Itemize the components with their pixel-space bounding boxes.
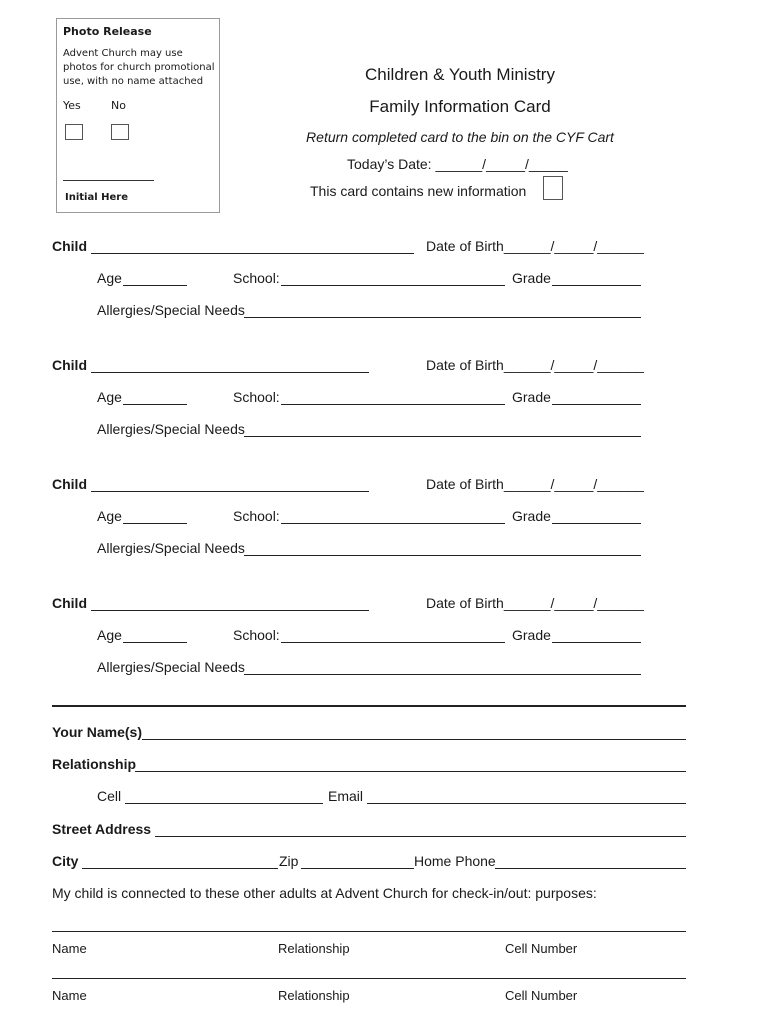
child-1-age-line[interactable] <box>123 285 187 286</box>
photo-release-yes-label: Yes <box>63 99 81 112</box>
photo-release-title: Photo Release <box>63 25 152 38</box>
child-2-age-line[interactable] <box>123 404 187 405</box>
child-4-dob-label: Date of Birth <box>426 595 504 611</box>
child-2-dob-label: Date of Birth <box>426 357 504 373</box>
photo-release-text: Advent Church may use photos for church promotional use, with no name attached <box>63 48 215 87</box>
instruction-text: Return completed card to the bin on the CYF Cart <box>306 129 614 145</box>
child-4-dob-blank: ______/_____/______ <box>503 595 644 611</box>
child-1-allergies-label: Allergies/Special Needs <box>97 302 245 318</box>
new-info-label: This card contains new information <box>310 183 527 199</box>
zip-label: Zip <box>279 853 299 869</box>
page-subtitle: Family Information Card <box>369 97 551 116</box>
child-1-label: Child <box>52 238 87 254</box>
connected-adults-text: My child is connected to these other adults at Advent Church for check-in/out: purposes: <box>52 885 597 901</box>
adult-1-relationship-label: Relationship <box>278 941 350 956</box>
email-line[interactable] <box>367 803 686 804</box>
child-3-school-line[interactable] <box>281 523 505 524</box>
child-1-school-line[interactable] <box>281 285 505 286</box>
adult-2-cell-label: Cell Number <box>505 988 578 1003</box>
child-4-age-line[interactable] <box>123 642 187 643</box>
child-1-school-label: School: <box>233 270 280 286</box>
child-2-dob-blank: ______/_____/______ <box>503 357 644 373</box>
todays-date-label: Today’s Date: <box>347 156 432 172</box>
child-4-allergies-label: Allergies/Special Needs <box>97 659 245 675</box>
adult-2-line[interactable] <box>52 978 686 979</box>
adult-1-line[interactable] <box>52 931 686 932</box>
adult-2-name-label: Name <box>52 988 87 1003</box>
child-2-name-line[interactable] <box>91 372 369 373</box>
child-4-grade-line[interactable] <box>552 642 641 643</box>
child-1-dob-blank: ______/_____/______ <box>503 238 644 254</box>
child-3-allergies-label: Allergies/Special Needs <box>97 540 245 556</box>
zip-line[interactable] <box>301 868 414 869</box>
relationship-label: Relationship <box>52 756 137 772</box>
child-4-allergies-line[interactable] <box>244 674 641 675</box>
child-1-allergies-line[interactable] <box>244 317 641 318</box>
city-line[interactable] <box>82 868 278 869</box>
child-1-grade-label: Grade <box>512 270 551 286</box>
child-3-name-line[interactable] <box>91 491 369 492</box>
child-1-grade-line[interactable] <box>552 285 641 286</box>
page-title: Children & Youth Ministry <box>365 65 555 84</box>
child-4-grade-label: Grade <box>512 627 551 643</box>
child-4-school-label: School: <box>233 627 280 643</box>
child-3-grade-line[interactable] <box>552 523 641 524</box>
adult-1-cell-label: Cell Number <box>505 941 578 956</box>
section-divider <box>52 705 686 707</box>
adult-1-name-label: Name <box>52 941 87 956</box>
home-phone-line[interactable] <box>495 868 686 869</box>
todays-date-blank: ______/_____/_____ <box>435 156 568 172</box>
child-3-age-label: Age <box>97 508 122 524</box>
new-info-checkbox[interactable] <box>543 176 563 200</box>
adult-2-relationship-label: Relationship <box>278 988 350 1003</box>
child-3-age-line[interactable] <box>123 523 187 524</box>
initial-label: Initial Here <box>65 192 128 203</box>
child-4-dob-field[interactable] <box>426 595 644 611</box>
initial-line[interactable] <box>63 180 154 181</box>
child-2-label: Child <box>52 357 87 373</box>
email-label: Email <box>328 788 364 804</box>
photo-release-yes-checkbox[interactable] <box>65 124 83 140</box>
your-names-label: Your Name(s) <box>52 724 142 740</box>
child-2-dob-field[interactable] <box>426 357 644 373</box>
child-3-dob-label: Date of Birth <box>426 476 504 492</box>
child-4-name-line[interactable] <box>91 610 369 611</box>
child-2-grade-label: Grade <box>512 389 551 405</box>
cell-line[interactable] <box>125 803 323 804</box>
child-3-dob-field[interactable] <box>426 476 644 492</box>
todays-date-field[interactable] <box>347 156 568 172</box>
child-2-allergies-line[interactable] <box>244 436 641 437</box>
child-1-dob-label: Date of Birth <box>426 238 504 254</box>
child-4-school-line[interactable] <box>281 642 505 643</box>
child-2-school-label: School: <box>233 389 280 405</box>
child-1-age-label: Age <box>97 270 122 286</box>
street-address-line[interactable] <box>155 836 686 837</box>
child-2-school-line[interactable] <box>281 404 505 405</box>
relationship-line[interactable] <box>135 771 686 772</box>
photo-release-no-label: No <box>111 99 126 112</box>
home-phone-label: Home Phone <box>414 853 496 869</box>
child-1-name-line[interactable] <box>91 253 414 254</box>
child-3-school-label: School: <box>233 508 280 524</box>
your-names-line[interactable] <box>142 739 686 740</box>
child-2-grade-line[interactable] <box>552 404 641 405</box>
photo-release-no-checkbox[interactable] <box>111 124 129 140</box>
cell-label: Cell <box>97 788 122 804</box>
child-4-label: Child <box>52 595 87 611</box>
child-2-age-label: Age <box>97 389 122 405</box>
child-3-allergies-line[interactable] <box>244 555 641 556</box>
child-1-dob-field[interactable] <box>426 238 644 254</box>
street-address-label: Street Address <box>52 821 152 837</box>
city-label: City <box>52 853 79 869</box>
child-3-dob-blank: ______/_____/______ <box>503 476 644 492</box>
child-3-grade-label: Grade <box>512 508 551 524</box>
child-2-allergies-label: Allergies/Special Needs <box>97 421 245 437</box>
child-3-label: Child <box>52 476 87 492</box>
child-4-age-label: Age <box>97 627 122 643</box>
photo-release-box <box>56 18 220 213</box>
